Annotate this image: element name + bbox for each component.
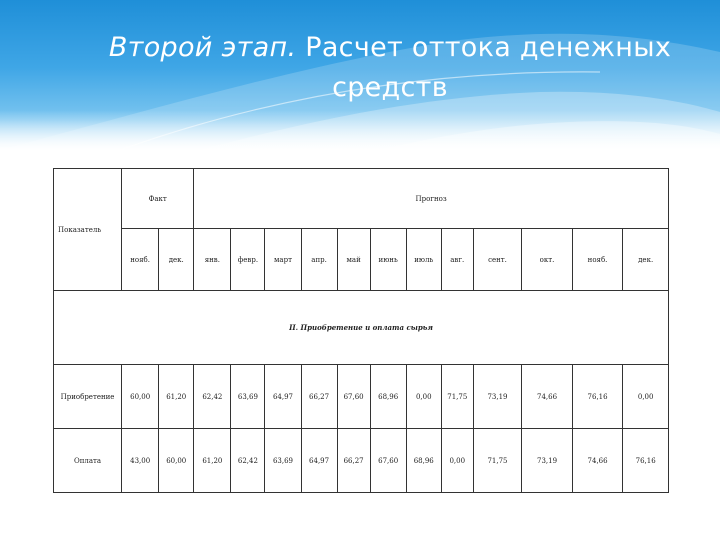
fact-header: Факт xyxy=(122,169,194,229)
table-cell: 61,20 xyxy=(194,429,231,493)
forecast-header: Прогноз xyxy=(194,169,669,229)
table-cell: 73,19 xyxy=(522,429,573,493)
table-cell: 63,69 xyxy=(231,365,265,429)
month-header: март xyxy=(265,229,301,291)
table-cell: 67,60 xyxy=(337,365,370,429)
row-label: Приобретение xyxy=(54,365,122,429)
table-cell: 68,96 xyxy=(370,365,406,429)
title-italic-part: Второй этап. xyxy=(108,32,297,63)
month-header: нояб. xyxy=(122,229,159,291)
table-cell: 60,00 xyxy=(122,365,159,429)
table-cell: 74,66 xyxy=(572,429,623,493)
table-cell: 43,00 xyxy=(122,429,159,493)
table-cell: 63,69 xyxy=(265,429,301,493)
table-cell: 76,16 xyxy=(623,429,669,493)
table-cell: 0,00 xyxy=(441,429,473,493)
table-cell: 64,97 xyxy=(265,365,301,429)
table-cell: 66,27 xyxy=(301,365,337,429)
indicator-header: Показатель xyxy=(54,169,122,291)
table-cell: 76,16 xyxy=(572,365,623,429)
table-cell: 73,19 xyxy=(473,365,521,429)
table-cell: 62,42 xyxy=(194,365,231,429)
table-cell: 67,60 xyxy=(370,429,406,493)
table-cell: 74,66 xyxy=(522,365,573,429)
month-header: июль xyxy=(406,229,441,291)
cash-outflow-table xyxy=(53,168,669,493)
table-cell: 61,20 xyxy=(159,365,194,429)
month-header: май xyxy=(337,229,370,291)
slide-title xyxy=(90,28,690,108)
table-cell: 62,42 xyxy=(231,429,265,493)
month-header: дек. xyxy=(159,229,194,291)
section-title: II. Приобретение и оплата сырья xyxy=(54,291,669,365)
table-cell: 68,96 xyxy=(406,429,441,493)
table-cell: 0,00 xyxy=(623,365,669,429)
table-cell: 64,97 xyxy=(301,429,337,493)
month-header: нояб. xyxy=(572,229,623,291)
title-main-part: Расчет оттока денежных xyxy=(296,32,672,63)
month-header: июнь xyxy=(370,229,406,291)
row-label: Оплата xyxy=(54,429,122,493)
month-header: авг. xyxy=(441,229,473,291)
month-header: апр. xyxy=(301,229,337,291)
month-header: дек. xyxy=(623,229,669,291)
month-header: сент. xyxy=(473,229,521,291)
month-header: февр. xyxy=(231,229,265,291)
title-line-2: средств xyxy=(332,72,448,103)
table-cell: 71,75 xyxy=(441,365,473,429)
table-row xyxy=(54,365,669,429)
table-cell: 60,00 xyxy=(159,429,194,493)
table-row xyxy=(54,429,669,493)
table-cell: 66,27 xyxy=(337,429,370,493)
month-header: янв. xyxy=(194,229,231,291)
header-fade xyxy=(0,110,720,150)
table-cell: 0,00 xyxy=(406,365,441,429)
month-header: окт. xyxy=(522,229,573,291)
table-cell: 71,75 xyxy=(473,429,521,493)
